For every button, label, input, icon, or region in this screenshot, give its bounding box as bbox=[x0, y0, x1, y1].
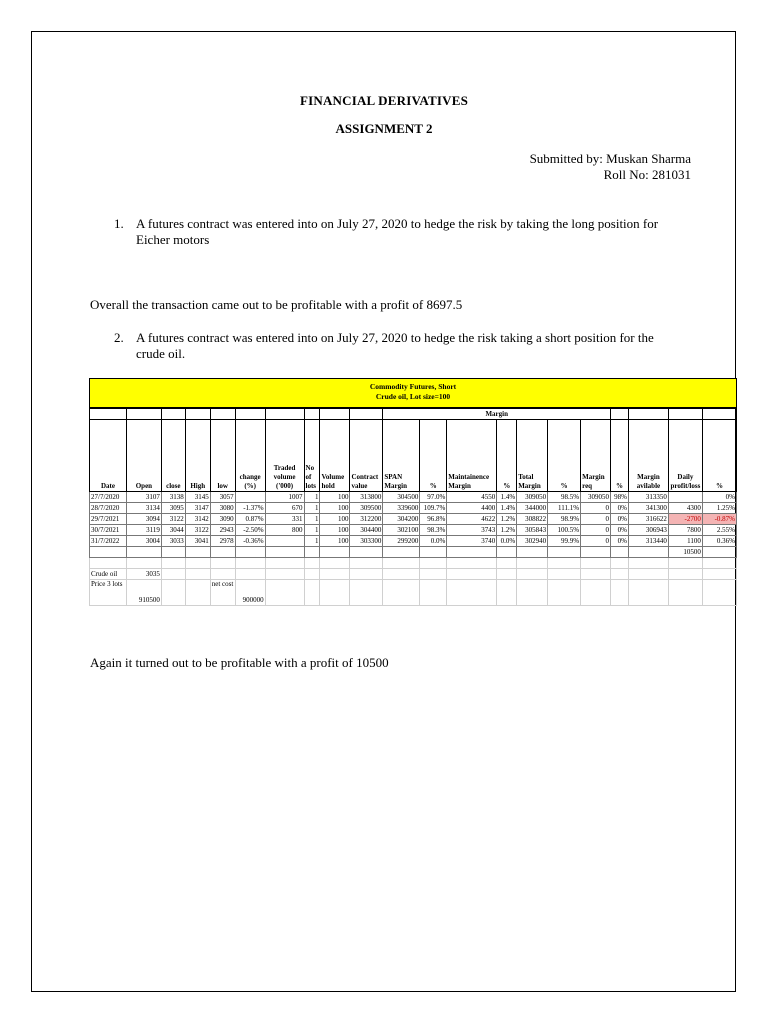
cell-close: 3095 bbox=[161, 503, 185, 514]
header-daily-pct: % bbox=[702, 420, 736, 492]
table-row bbox=[90, 525, 737, 536]
cell-maint-pct: 1.2% bbox=[497, 514, 517, 525]
submitted-by: Submitted by: Muskan Sharma bbox=[529, 151, 691, 166]
header-daily-profit-loss: Daily profit/loss bbox=[668, 420, 702, 492]
cell-date: 30/7/2021 bbox=[90, 525, 127, 536]
header-span-margin: SPAN Margin bbox=[383, 420, 420, 492]
cell-open: 3134 bbox=[126, 503, 161, 514]
cell-maint: 4622 bbox=[447, 514, 497, 525]
cell-volume-hold: 100 bbox=[320, 514, 350, 525]
cell-maint: 3740 bbox=[447, 536, 497, 547]
cell-date: 31/7/2022 bbox=[90, 536, 127, 547]
cell-volume-hold: 100 bbox=[320, 503, 350, 514]
cell-total: 305843 bbox=[517, 525, 548, 536]
header-contract-value: Contract value bbox=[350, 420, 383, 492]
table-row bbox=[90, 536, 737, 547]
price-row bbox=[90, 580, 737, 606]
question-2-text: A futures contract was entered into on July 27, 2020 to hedge the risk taking a short position for the crude oil. bbox=[136, 330, 654, 361]
cell-contract-value: 309500 bbox=[350, 503, 383, 514]
cell-req: 0 bbox=[581, 503, 611, 514]
table-row bbox=[90, 492, 737, 503]
header-maintenance-pct: % bbox=[497, 420, 517, 492]
cell-req-pct: 0% bbox=[611, 525, 629, 536]
cell-daily-pl-negative: -2700 bbox=[668, 514, 702, 525]
cell-span: 302100 bbox=[383, 525, 420, 536]
cell-high: 3041 bbox=[185, 536, 210, 547]
cell-total: 302940 bbox=[517, 536, 548, 547]
cell-maint-pct: 0.0% bbox=[497, 536, 517, 547]
empty-row bbox=[90, 558, 737, 569]
header-margin-req: Margin req bbox=[581, 420, 611, 492]
cell-daily-pl: 1100 bbox=[668, 536, 702, 547]
cell-span: 304500 bbox=[383, 492, 420, 503]
cell-open: 3094 bbox=[126, 514, 161, 525]
header-req-pct: % bbox=[611, 420, 629, 492]
cell-lots: 1 bbox=[304, 503, 320, 514]
cell-req-pct: 0% bbox=[611, 514, 629, 525]
cell-total-pct: 98.9% bbox=[548, 514, 581, 525]
cell-high: 3122 bbox=[185, 525, 210, 536]
cell-available: 316622 bbox=[629, 514, 669, 525]
question-1 bbox=[114, 216, 694, 250]
header-close: close bbox=[161, 420, 185, 492]
cell-lots: 1 bbox=[304, 536, 320, 547]
cell-span-pct: 98.3% bbox=[420, 525, 447, 536]
cell-high: 3147 bbox=[185, 503, 210, 514]
crude-oil-row bbox=[90, 569, 737, 580]
document-subtitle: ASSIGNMENT 2 bbox=[335, 121, 433, 136]
header-no-of-lots: No of lots bbox=[304, 420, 320, 492]
price-label: Price 3 lots bbox=[90, 580, 127, 606]
cell-span: 299200 bbox=[383, 536, 420, 547]
cell-change: -0.36% bbox=[235, 536, 265, 547]
cell-low: 3057 bbox=[210, 492, 235, 503]
cell-date: 27/7/2020 bbox=[90, 492, 127, 503]
cell-span: 339600 bbox=[383, 503, 420, 514]
cell-volume: 670 bbox=[265, 503, 304, 514]
cell-high: 3145 bbox=[185, 492, 210, 503]
header-margin-available: Margin avilable bbox=[629, 420, 669, 492]
cell-lots: 1 bbox=[304, 514, 320, 525]
net-cost-label: net cost bbox=[210, 580, 235, 606]
cell-req: 309050 bbox=[581, 492, 611, 503]
question-2-number: 2. bbox=[114, 330, 124, 345]
cell-daily-pct: 0.36% bbox=[702, 536, 736, 547]
cell-close: 3044 bbox=[161, 525, 185, 536]
header-date: Date bbox=[90, 420, 127, 492]
cell-contract-value: 313800 bbox=[350, 492, 383, 503]
cell-total: 308822 bbox=[517, 514, 548, 525]
header-total-pct: % bbox=[548, 420, 581, 492]
banner-line-2: Crude oil, Lot size=100 bbox=[375, 392, 451, 401]
margin-group-header: Margin bbox=[383, 409, 611, 420]
crude-oil-value: 3035 bbox=[126, 569, 161, 580]
cell-daily-pct: 1.25% bbox=[702, 503, 736, 514]
cell-span-pct: 0.0% bbox=[420, 536, 447, 547]
margin-group-row bbox=[90, 409, 737, 420]
cell-maint-pct: 1.4% bbox=[497, 492, 517, 503]
cell-maint-pct: 1.4% bbox=[497, 503, 517, 514]
cell-req-pct: 98% bbox=[611, 492, 629, 503]
cell-daily-pl: 7800 bbox=[668, 525, 702, 536]
cell-span-pct: 109.7% bbox=[420, 503, 447, 514]
cell-open: 3004 bbox=[126, 536, 161, 547]
header-open: Open bbox=[126, 420, 161, 492]
cell-high: 3142 bbox=[185, 514, 210, 525]
header-maintenance-margin: Maintainence Margin bbox=[447, 420, 497, 492]
header-traded-volume: Traded volume ('000) bbox=[265, 420, 304, 492]
cell-close: 3033 bbox=[161, 536, 185, 547]
cell-change bbox=[235, 492, 265, 503]
cell-span-pct: 96.8% bbox=[420, 514, 447, 525]
spreadsheet bbox=[89, 378, 737, 638]
cell-maint: 4400 bbox=[447, 503, 497, 514]
cell-volume-hold: 100 bbox=[320, 492, 350, 503]
cell-available: 341300 bbox=[629, 503, 669, 514]
cell-volume: 1007 bbox=[265, 492, 304, 503]
cell-volume bbox=[265, 536, 304, 547]
cell-volume-hold: 100 bbox=[320, 525, 350, 536]
total-row bbox=[90, 547, 737, 558]
cell-req-pct: 0% bbox=[611, 536, 629, 547]
cell-maint-pct: 1.2% bbox=[497, 525, 517, 536]
cell-contract-value: 312200 bbox=[350, 514, 383, 525]
cell-daily-pct-negative: -0.87% bbox=[702, 514, 736, 525]
cell-close: 3122 bbox=[161, 514, 185, 525]
data-table bbox=[89, 408, 737, 606]
roll-number: Roll No: 281031 bbox=[603, 167, 691, 182]
cell-lots: 1 bbox=[304, 525, 320, 536]
question-1-number: 1. bbox=[114, 216, 124, 231]
cell-req: 0 bbox=[581, 536, 611, 547]
cell-total: 309050 bbox=[517, 492, 548, 503]
cell-total-pct: 98.5% bbox=[548, 492, 581, 503]
cell-req: 0 bbox=[581, 525, 611, 536]
cell-close: 3138 bbox=[161, 492, 185, 503]
cell-low: 3080 bbox=[210, 503, 235, 514]
cell-span-pct: 97.0% bbox=[420, 492, 447, 503]
cell-change: -2.50% bbox=[235, 525, 265, 536]
cell-change: 0.87% bbox=[235, 514, 265, 525]
cell-maint: 3743 bbox=[447, 525, 497, 536]
cell-total-pct: 100.5% bbox=[548, 525, 581, 536]
cell-volume-hold: 100 bbox=[320, 536, 350, 547]
cell-req-pct: 0% bbox=[611, 503, 629, 514]
question-2 bbox=[114, 330, 694, 364]
cell-volume: 800 bbox=[265, 525, 304, 536]
cell-contract-value: 303300 bbox=[350, 536, 383, 547]
document-title: FINANCIAL DERIVATIVES bbox=[299, 93, 469, 108]
cell-lots: 1 bbox=[304, 492, 320, 503]
cell-open: 3107 bbox=[126, 492, 161, 503]
cell-low: 2943 bbox=[210, 525, 235, 536]
cell-daily-pct: 0% bbox=[702, 492, 736, 503]
cell-total: 344000 bbox=[517, 503, 548, 514]
cell-volume: 331 bbox=[265, 514, 304, 525]
net-cost-value: 900000 bbox=[235, 580, 265, 606]
total-profit: 10500 bbox=[668, 547, 702, 558]
cell-low: 3090 bbox=[210, 514, 235, 525]
result-2: Again it turned out to be profitable with a profit of 10500 bbox=[90, 655, 389, 670]
cell-open: 3119 bbox=[126, 525, 161, 536]
cell-date: 29/7/2021 bbox=[90, 514, 127, 525]
price-value: 910500 bbox=[126, 580, 161, 606]
table-row bbox=[90, 503, 737, 514]
cell-date: 28/7/2020 bbox=[90, 503, 127, 514]
crude-oil-label: Crude oil bbox=[90, 569, 127, 580]
cell-span: 304200 bbox=[383, 514, 420, 525]
cell-available: 313350 bbox=[629, 492, 669, 503]
sheet-banner bbox=[89, 378, 737, 408]
banner-line-1: Commodity Futures, Short bbox=[369, 382, 457, 391]
cell-daily-pl bbox=[668, 492, 702, 503]
cell-req: 0 bbox=[581, 514, 611, 525]
header-change: change (%) bbox=[235, 420, 265, 492]
table-row bbox=[90, 514, 737, 525]
header-high: High bbox=[185, 420, 210, 492]
header-row bbox=[90, 420, 737, 492]
cell-total-pct: 99.9% bbox=[548, 536, 581, 547]
cell-total-pct: 111.1% bbox=[548, 503, 581, 514]
result-1: Overall the transaction came out to be profitable with a profit of 8697.5 bbox=[90, 297, 463, 312]
header-low: low bbox=[210, 420, 235, 492]
cell-contract-value: 304400 bbox=[350, 525, 383, 536]
header-total-margin: Total Margin bbox=[517, 420, 548, 492]
cell-daily-pl: 4300 bbox=[668, 503, 702, 514]
cell-available: 306943 bbox=[629, 525, 669, 536]
cell-low: 2978 bbox=[210, 536, 235, 547]
header-volume-hold: Volume hold bbox=[320, 420, 350, 492]
question-1-text: A futures contract was entered into on July 27, 2020 to hedge the risk by taking the long position for Eicher motors bbox=[136, 216, 659, 247]
header-span-pct: % bbox=[420, 420, 447, 492]
cell-maint: 4550 bbox=[447, 492, 497, 503]
cell-daily-pct: 2.55% bbox=[702, 525, 736, 536]
cell-change: -1.37% bbox=[235, 503, 265, 514]
cell-available: 313440 bbox=[629, 536, 669, 547]
